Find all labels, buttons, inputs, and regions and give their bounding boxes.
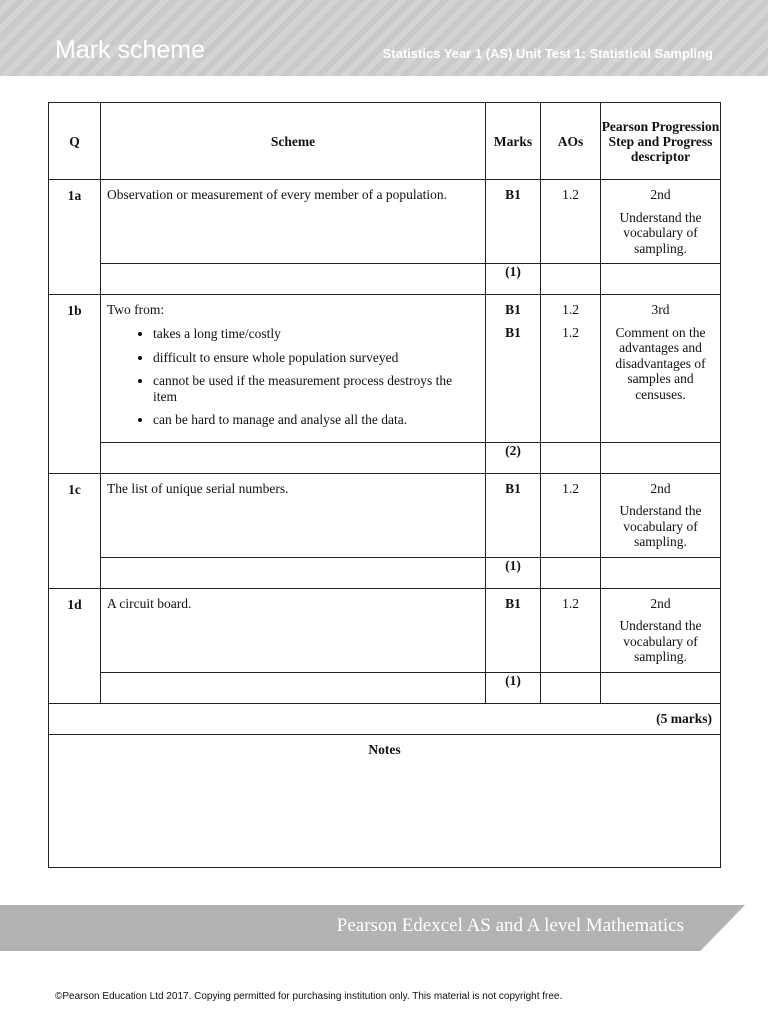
notes-row — [49, 734, 721, 867]
scheme-text: Observation or measurement of every member of a population. — [101, 180, 486, 264]
scheme-intro: Two from: — [107, 302, 165, 317]
mark-scheme-table — [48, 102, 721, 868]
col-header-descriptor: Pearson Progression Step and Progress descriptor — [601, 103, 721, 180]
mark-1: B1 — [505, 302, 521, 317]
question-number: 1a — [49, 180, 101, 295]
copyright-notice: ©Pearson Education Ltd 2017. Copying permitted for purchasing institution only. This material is not copyright free. — [55, 991, 563, 1002]
table-row — [49, 180, 721, 264]
table-header-row — [49, 103, 721, 180]
list-item: • difficult to ensure whole population surveyed — [153, 350, 479, 366]
list-item: • can be hard to manage and analyse all the data. — [153, 412, 479, 428]
subtotal-row — [49, 557, 721, 588]
progress-descriptor: Understand the vocabulary of sampling. — [619, 618, 702, 664]
table-row — [49, 295, 721, 443]
progress-descriptor: Understand the vocabulary of sampling. — [619, 503, 702, 549]
question-number: 1c — [49, 473, 101, 588]
ao-2: 1.2 — [562, 325, 579, 340]
ao-1: 1.2 — [562, 302, 579, 317]
header-title: Mark scheme — [55, 36, 206, 64]
aos-cell: 1.2 — [541, 180, 601, 264]
notes-label: Notes — [49, 734, 721, 867]
list-item: • cannot be used if the measurement process destroys the item — [153, 373, 479, 404]
subtotal-row — [49, 672, 721, 703]
marks-cell: B1 — [486, 180, 541, 264]
subtotal-row — [49, 264, 721, 295]
progress-descriptor: Comment on the advantages and disadvantages of samples and censuses. — [615, 324, 706, 402]
subtotal-marks: (1) — [486, 672, 541, 703]
question-number: 1d — [49, 588, 101, 703]
page-header — [0, 0, 768, 76]
subtotal-row — [49, 442, 721, 473]
mark-2: B1 — [505, 325, 521, 340]
grand-total-row — [49, 703, 721, 734]
footer-title: Pearson Edexcel AS and A level Mathematics — [336, 915, 684, 936]
progression-step: 3rd — [651, 302, 670, 317]
marks-cell — [486, 295, 541, 443]
header-subtitle: Statistics Year 1 (AS) Unit Test 1: Statistical Sampling — [382, 46, 713, 61]
col-header-marks: Marks — [486, 103, 541, 180]
progression-step: 2nd — [650, 595, 671, 611]
progression-step: 2nd — [650, 187, 671, 202]
progression-step: 2nd — [650, 480, 671, 496]
col-header-scheme: Scheme — [101, 103, 486, 180]
descriptor-cell — [601, 180, 721, 264]
aos-cell: 1.2 — [541, 588, 601, 672]
col-header-q: Q — [49, 103, 101, 180]
descriptor-cell — [601, 473, 721, 557]
table-row — [49, 588, 721, 672]
subtotal-marks: (1) — [486, 264, 541, 295]
subtotal-marks: (2) — [486, 442, 541, 473]
progress-descriptor: Understand the vocabulary of sampling. — [619, 209, 702, 256]
descriptor-cell — [601, 295, 721, 443]
scheme-text — [101, 295, 486, 443]
scheme-text: The list of unique serial numbers. — [101, 473, 486, 557]
table-row — [49, 473, 721, 557]
scheme-text: A circuit board. — [101, 588, 486, 672]
col-header-aos: AOs — [541, 103, 601, 180]
grand-total: (5 marks) — [49, 703, 721, 734]
aos-cell — [541, 295, 601, 443]
aos-cell: 1.2 — [541, 473, 601, 557]
marks-cell: B1 — [486, 588, 541, 672]
list-item: • takes a long time/costly — [153, 326, 479, 342]
marks-cell: B1 — [486, 473, 541, 557]
scheme-bullet-list — [107, 326, 479, 428]
subtotal-marks: (1) — [486, 557, 541, 588]
descriptor-cell — [601, 588, 721, 672]
question-number: 1b — [49, 295, 101, 474]
